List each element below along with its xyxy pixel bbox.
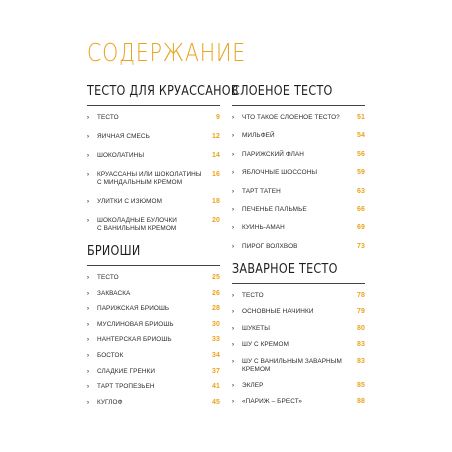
entry-label: ШОКОЛАДНЫЕ БУЛОЧКИ С ВАНИЛЬНЫМ КРЕМОМ xyxy=(97,217,177,232)
chevron-right-icon: › xyxy=(87,218,90,224)
entry-page-number: 28 xyxy=(212,305,220,313)
toc-entry[interactable] xyxy=(232,325,365,333)
entry-label: ТАРТ ТАТЕН xyxy=(242,187,281,195)
chevron-right-icon: › xyxy=(232,358,235,365)
entry-label: КУГЛОФ xyxy=(97,398,123,406)
entry-page-number: 12 xyxy=(212,133,220,140)
chevron-right-icon: › xyxy=(232,382,235,389)
chevron-right-icon: › xyxy=(87,275,90,281)
chevron-right-icon: › xyxy=(232,309,235,316)
chevron-right-icon: › xyxy=(87,172,90,178)
entry-page-number: 79 xyxy=(357,308,365,316)
entry-page-number: 73 xyxy=(357,242,365,250)
toc-entry[interactable] xyxy=(87,198,220,206)
chevron-right-icon: › xyxy=(87,290,90,297)
chevron-right-icon: › xyxy=(232,342,235,349)
entry-page-number: 63 xyxy=(357,187,365,195)
entry-label: УЛИТКИ С ИЗЮМОМ xyxy=(97,198,163,205)
entry-page-number: 9 xyxy=(216,114,220,121)
entry-page-number: 80 xyxy=(357,324,365,332)
chevron-right-icon: › xyxy=(232,325,235,332)
entry-label: СЛАДКИЕ ГРЕНКИ xyxy=(97,367,156,375)
entry-page-number: 26 xyxy=(212,289,220,297)
entry-page-number: 69 xyxy=(357,224,365,232)
entry-page-number: 14 xyxy=(212,152,220,159)
toc-entry[interactable] xyxy=(232,243,365,251)
toc-entry[interactable] xyxy=(232,292,365,300)
chevron-right-icon: › xyxy=(232,170,235,177)
chevron-right-icon: › xyxy=(87,306,90,313)
toc-entry[interactable] xyxy=(87,321,220,329)
toc-entry[interactable] xyxy=(232,224,365,232)
chevron-right-icon: › xyxy=(232,243,235,250)
chevron-right-icon: › xyxy=(232,115,235,121)
chevron-right-icon: › xyxy=(87,368,90,375)
toc-entry[interactable] xyxy=(87,133,220,141)
chevron-right-icon: › xyxy=(232,151,235,158)
section-divider xyxy=(87,105,220,106)
entry-page-number: 78 xyxy=(357,292,365,299)
toc-entry[interactable] xyxy=(232,169,365,177)
entry-label: МИЛЬФЕЙ xyxy=(242,132,275,140)
entry-page-number: 88 xyxy=(357,398,365,406)
entry-label: КРУАССАНЫ ИЛИ ШОКОЛАТИНЫ С МИНДАЛЬНЫМ КРЕМОМ xyxy=(97,171,202,186)
entry-label: ПИРОГ ВОЛХВОВ xyxy=(242,242,298,250)
entry-page-number: 56 xyxy=(357,150,365,158)
entry-label: ТЕСТО xyxy=(97,114,119,121)
entry-list xyxy=(232,292,365,406)
entry-label: ТЕСТО xyxy=(242,292,264,299)
entry-page-number: 83 xyxy=(357,341,365,349)
chevron-right-icon: › xyxy=(87,115,90,121)
entry-label: ЯИЧНАЯ СМЕСЬ xyxy=(97,133,150,140)
toc-entry[interactable] xyxy=(87,217,220,233)
entry-page-number: 30 xyxy=(212,320,220,328)
toc-entry[interactable] xyxy=(232,114,365,122)
toc-entry[interactable] xyxy=(232,308,365,316)
entry-list xyxy=(87,274,220,407)
entry-label: ПАРИЖСКАЯ БРИОШЬ xyxy=(97,305,170,313)
entry-page-number: 20 xyxy=(212,217,220,224)
entry-page-number: 33 xyxy=(212,336,220,344)
entry-list xyxy=(87,114,220,233)
entry-label: ПЕЧЕНЬЕ ПАЛЬМЬЕ xyxy=(242,205,307,213)
toc-entry[interactable] xyxy=(87,171,220,187)
chevron-right-icon: › xyxy=(232,399,235,406)
chevron-right-icon: › xyxy=(87,384,90,391)
entry-label: ШОКОЛАТИНЫ xyxy=(97,152,145,159)
toc-entry[interactable] xyxy=(232,132,365,140)
entry-label: ТАРТ ТРОПЕЗЬЕН xyxy=(97,383,155,391)
entry-label: ШУ С КРЕМОМ xyxy=(242,341,290,349)
toc-entry[interactable] xyxy=(87,274,220,282)
chevron-right-icon: › xyxy=(232,133,235,140)
section-divider xyxy=(232,283,365,284)
entry-label: МУСЛИНОВАЯ БРИОШЬ xyxy=(97,320,174,328)
entry-label: ЧТО ТАКОЕ СЛОЕНОЕ ТЕСТО? xyxy=(242,114,340,121)
entry-label: ПАРИЖСКИЙ ФЛАН xyxy=(242,150,304,158)
toc-entry[interactable] xyxy=(87,368,220,376)
toc-entry[interactable] xyxy=(87,399,220,407)
chevron-right-icon: › xyxy=(232,293,235,299)
toc-entry[interactable] xyxy=(87,383,220,391)
chevron-right-icon: › xyxy=(87,199,90,205)
entry-label: ЗАКВАСКА xyxy=(97,289,131,297)
entry-page-number: 85 xyxy=(357,381,365,389)
chevron-right-icon: › xyxy=(87,399,90,406)
toc-entry[interactable] xyxy=(232,151,365,159)
toc-entry[interactable] xyxy=(232,358,365,374)
entry-page-number: 51 xyxy=(357,114,365,121)
toc-section-brioche xyxy=(87,244,220,414)
entry-page-number: 54 xyxy=(357,132,365,140)
section-title: БРИОШИ xyxy=(87,244,141,259)
toc-section-choux-pastry xyxy=(232,262,365,415)
toc-entry[interactable] xyxy=(232,398,365,406)
chevron-right-icon: › xyxy=(232,225,235,232)
toc-entry[interactable] xyxy=(232,341,365,349)
entry-label: ЯБЛОЧНЫЕ ШОССОНЫ xyxy=(242,169,318,177)
entry-page-number: 25 xyxy=(212,274,220,281)
entry-label: БОСТОК xyxy=(97,351,124,359)
chevron-right-icon: › xyxy=(87,352,90,359)
entry-label: ЭКЛЕР xyxy=(242,381,264,389)
toc-entry[interactable] xyxy=(87,352,220,360)
section-title: СЛОЕНОЕ ТЕСТО xyxy=(232,84,333,99)
entry-label: ШУКЕТЫ xyxy=(242,324,271,332)
entry-label: НАНТЕРСКАЯ БРИОШЬ xyxy=(97,336,172,344)
entry-page-number: 41 xyxy=(212,383,220,391)
entry-label: ШУ С ВАНИЛЬНЫМ ЗАВАРНЫМ КРЕМОМ xyxy=(242,357,342,373)
entry-label: ОСНОВНЫЕ НАЧИНКИ xyxy=(242,308,314,316)
section-divider xyxy=(87,265,220,266)
entry-label: ТЕСТО xyxy=(97,274,119,281)
entry-page-number: 45 xyxy=(212,398,220,406)
toc-entry[interactable] xyxy=(87,152,220,160)
chevron-right-icon: › xyxy=(87,153,90,159)
chevron-right-icon: › xyxy=(87,321,90,328)
page-title: СОДЕРЖАНИЕ xyxy=(87,38,247,67)
toc-entry[interactable] xyxy=(87,305,220,313)
chevron-right-icon: › xyxy=(87,134,90,140)
chevron-right-icon: › xyxy=(232,206,235,213)
entry-page-number: 18 xyxy=(212,198,220,205)
toc-entry[interactable] xyxy=(232,206,365,214)
chevron-right-icon: › xyxy=(232,188,235,195)
chevron-right-icon: › xyxy=(87,337,90,344)
entry-label: «ПАРИЖ – БРЕСТ» xyxy=(242,398,303,406)
toc-entry[interactable] xyxy=(87,290,220,298)
toc-entry[interactable] xyxy=(232,382,365,390)
toc-entry[interactable] xyxy=(87,114,220,122)
toc-entry[interactable] xyxy=(232,188,365,196)
entry-page-number: 66 xyxy=(357,205,365,213)
entry-page-number: 34 xyxy=(212,351,220,359)
entry-label: КУИНЬ-АМАН xyxy=(242,224,285,232)
toc-entry[interactable] xyxy=(87,336,220,344)
entry-page-number: 37 xyxy=(212,367,220,375)
toc-section-puff-pastry xyxy=(232,84,365,261)
entry-page-number: 16 xyxy=(212,171,220,178)
section-divider xyxy=(232,105,365,106)
entry-page-number: 59 xyxy=(357,169,365,177)
entry-page-number: 83 xyxy=(357,357,365,365)
entry-list xyxy=(232,114,365,251)
section-title: ТЕСТО ДЛЯ КРУАССАНОВ xyxy=(87,84,239,99)
section-title: ЗАВАРНОЕ ТЕСТО xyxy=(232,262,338,277)
toc-section-croissant-dough xyxy=(87,84,239,244)
